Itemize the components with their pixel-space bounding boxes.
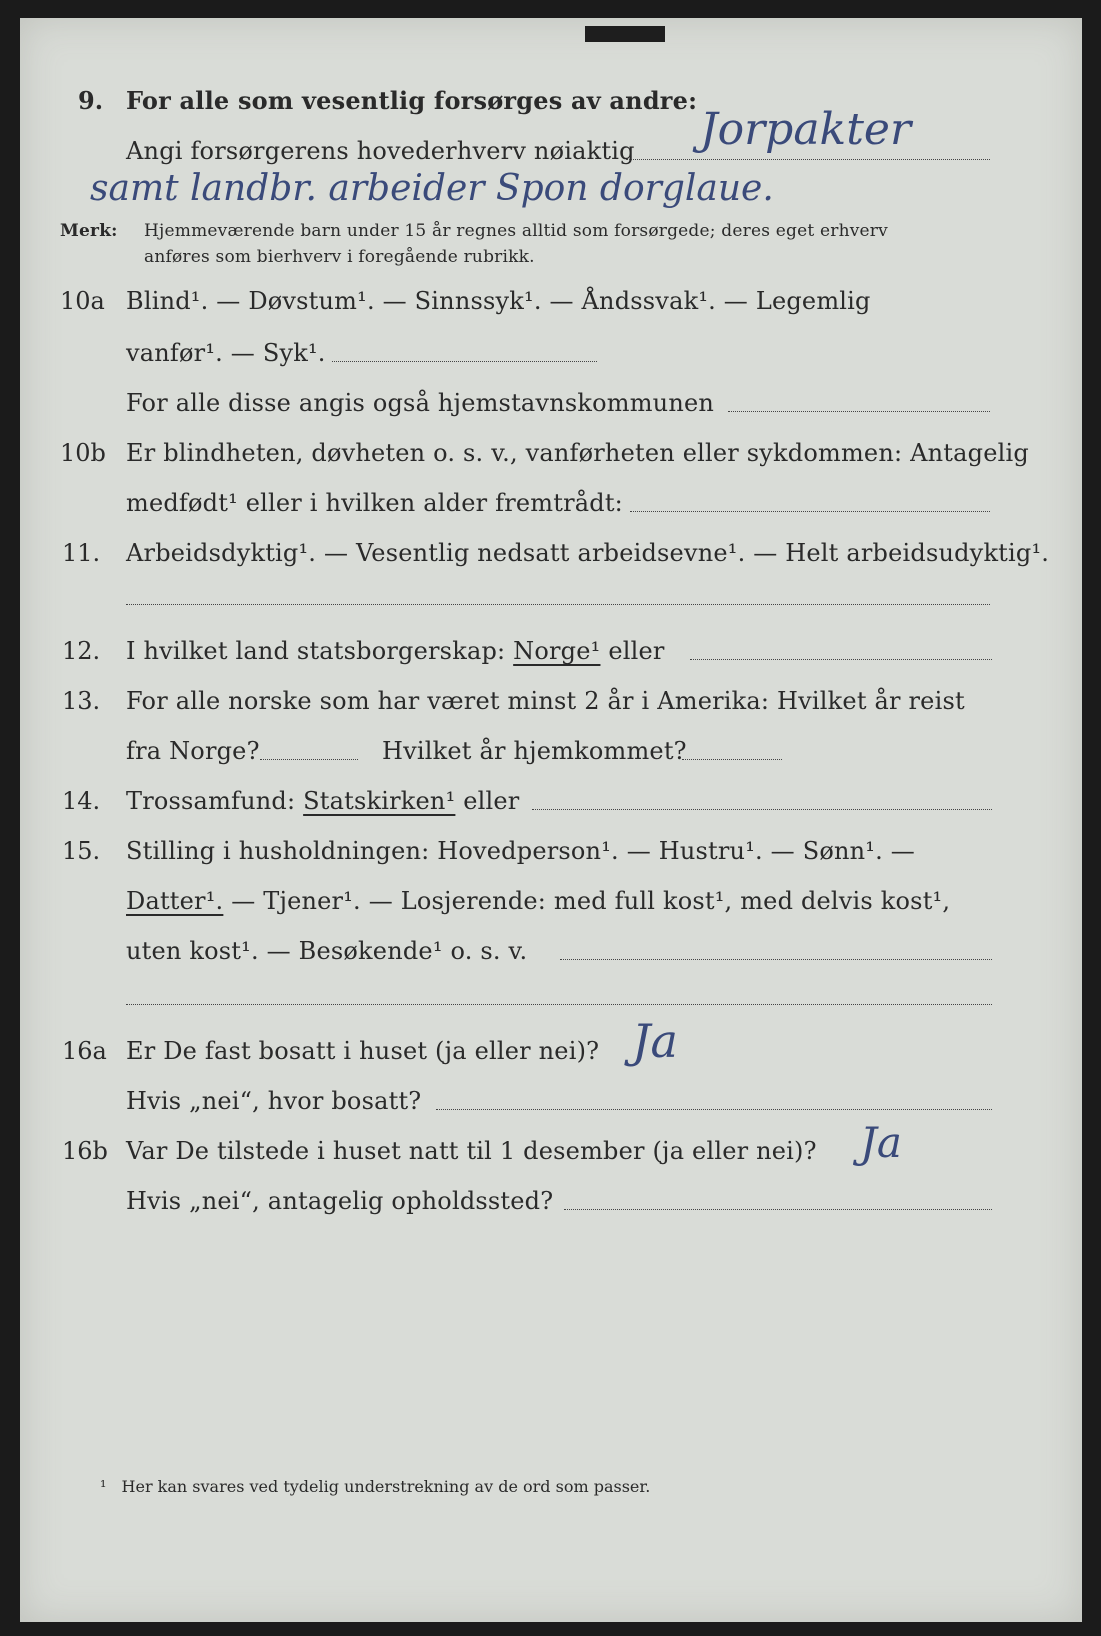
q16a-answer-line[interactable] [436, 1109, 992, 1110]
q9-handwritten-occupation: Jorpakter [700, 104, 911, 155]
q16b-number: 16b [62, 1137, 108, 1165]
q15-answer-line[interactable] [560, 959, 992, 960]
q14-suffix: eller [463, 787, 520, 815]
q14-number: 14. [62, 787, 101, 815]
q11-answer-line[interactable] [126, 604, 990, 605]
q16a-line-1: Er De fast bosatt i huset (ja eller nei)? [126, 1037, 600, 1065]
q16a-line-2: Hvis „nei“, hvor bosatt? [126, 1087, 422, 1115]
binding-tab [585, 26, 665, 42]
q15-number: 15. [62, 837, 101, 865]
census-form-page [20, 18, 1082, 1622]
q16b-line-1: Var De tilstede i huset natt til 1 desember (ja eller nei)? [126, 1137, 817, 1165]
q15-line-2-rest: — Tjener¹. — Losjerende: med full kost¹, med delvis kost¹, [231, 887, 951, 915]
q14-statskirken-underlined: Statskirken¹ [303, 787, 456, 815]
q16b-line-2: Hvis „nei“, antagelig opholdssted? [126, 1187, 554, 1215]
q14-line [126, 786, 519, 816]
footnote [100, 1476, 650, 1498]
q10a-line-1: Blind¹. — Døvstum¹. — Sinnssyk¹. — Åndssvak¹. — Legemlig [126, 287, 871, 315]
q10b-line-1: Er blindheten, døvheten o. s. v., vanførheten eller sykdommen: Antagelig [126, 439, 1029, 467]
q12-prefix: I hvilket land statsborgerskap: [126, 637, 506, 665]
q10a-line-3: For alle disse angis også hjemstavnskommunen [126, 389, 715, 417]
merk-label: Merk: [60, 221, 118, 241]
q9-answer-line[interactable] [626, 159, 990, 160]
q10b-answer-line[interactable] [630, 511, 990, 512]
q15-datter-underlined: Datter¹. [126, 887, 224, 915]
q11-line-1: Arbeidsdyktig¹. — Vesentlig nedsatt arbeidsevne¹. — Helt arbeidsudyktig¹. [126, 539, 1050, 567]
q15-line-3: uten kost¹. — Besøkende¹ o. s. v. [126, 937, 528, 965]
q12-suffix: eller [608, 637, 665, 665]
q13-year-returned-line[interactable] [682, 759, 782, 760]
q14-answer-line[interactable] [532, 809, 992, 810]
q12-line [126, 636, 665, 666]
q10b-line-2: medfødt¹ eller i hvilken alder fremtrådt: [126, 489, 623, 517]
q10a-line-2: vanfør¹. — Syk¹. [126, 339, 326, 367]
q10a-number: 10a [60, 287, 105, 315]
q13-number: 13. [62, 687, 101, 715]
q13-line-2a: fra Norge? [126, 737, 260, 765]
q10b-number: 10b [60, 439, 106, 467]
merk-line-1: Hjemmeværende barn under 15 år regnes alltid som forsørgede; deres eget erhverv [144, 221, 888, 241]
footnote-mark: ¹ [100, 1477, 107, 1496]
q13-year-left-line[interactable] [260, 759, 358, 760]
q14-prefix: Trossamfund: [126, 787, 296, 815]
q9-label: Angi forsørgerens hovederhverv nøiaktig [126, 137, 635, 165]
q13-line-1: For alle norske som har været minst 2 år i Amerika: Hvilket år reist [126, 687, 965, 715]
q11-number: 11. [62, 539, 101, 567]
merk-line-2: anføres som bierhverv i foregående rubrikk. [144, 247, 535, 267]
q15-line-2 [126, 886, 950, 916]
q12-answer-line[interactable] [690, 659, 992, 660]
q15-extra-line[interactable] [126, 1004, 992, 1005]
q10a-answer-line[interactable] [332, 361, 597, 362]
q13-line-2b: Hvilket år hjemkommet? [382, 737, 687, 765]
q9-heading: For alle som vesentlig forsørges av andre: [126, 86, 698, 115]
q15-line-1: Stilling i husholdningen: Hovedperson¹. — Hustru¹. — Sønn¹. — [126, 837, 915, 865]
q12-number: 12. [62, 637, 101, 665]
q10a-hometown-line[interactable] [728, 411, 990, 412]
q16a-number: 16a [62, 1037, 107, 1065]
q16b-handwritten-answer: Ja [860, 1118, 902, 1167]
q16b-answer-line[interactable] [564, 1209, 992, 1210]
footnote-text: Her kan svares ved tydelig understrekning av de ord som passer. [121, 1477, 651, 1496]
q9-number: 9. [78, 86, 104, 115]
q12-norge-underlined: Norge¹ [513, 637, 601, 665]
q16a-handwritten-answer: Ja [632, 1014, 678, 1068]
q9-handwritten-continued: samt landbr. arbeider Spon dorglaue. [90, 168, 774, 209]
